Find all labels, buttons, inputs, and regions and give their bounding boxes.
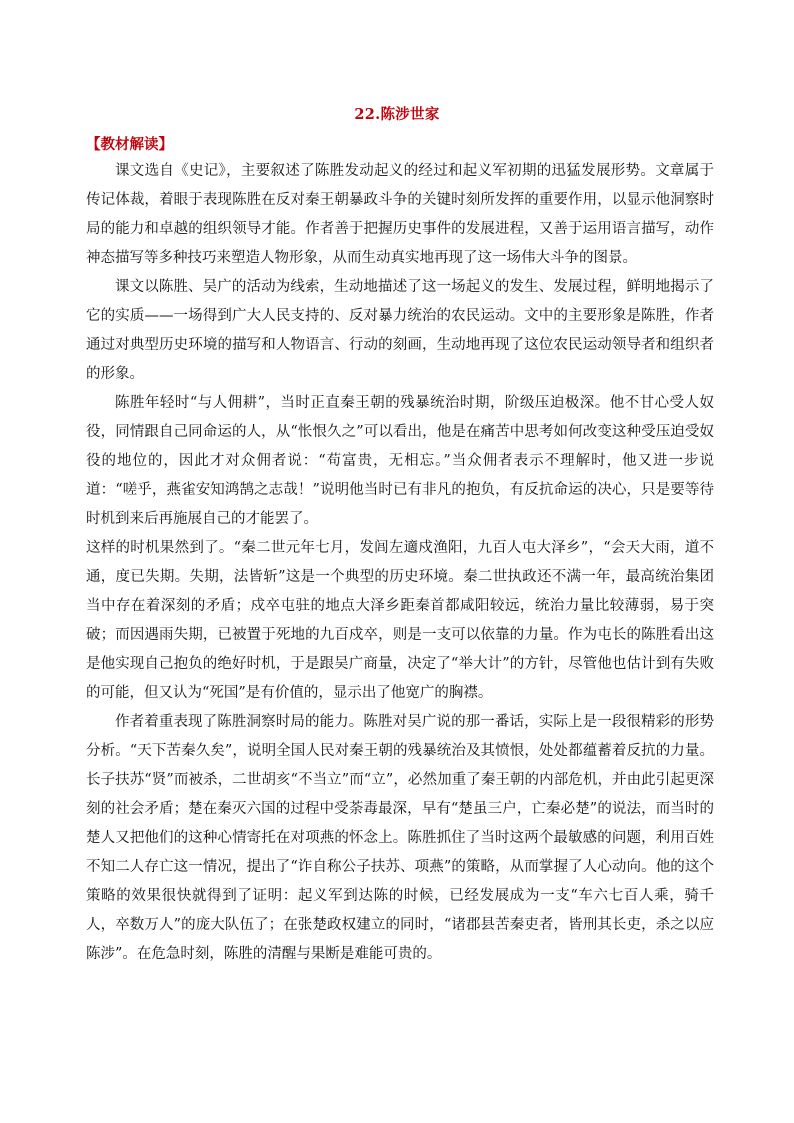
- paragraph: 陈胜年轻时“与人佣耕”，当时正直秦王朝的残暴统治时期，阶级压迫极深。他不甘心受人奴役，同情跟自己同命运的人，从“怅恨久之”可以看出，他是在痛苦中思考如何改变这种受压迫受奴役的地位的，因此才对众佣者说：“苟富贵，无相忘。”当众佣者表示不理解时，他又进一步说道：“嗟乎，燕雀安知鸿鹄之志哉！”说明他当时已有非凡的抱负，有反抗命运的决心，只是要等待时机到来后再施展自己的才能罢了。: [86, 395, 714, 527]
- paragraph: 课文以陈胜、吴广的活动为线索，生动地描述了这一场起义的发生、发展过程，鲜明地揭示了它的实质——一场得到广大人民支持的、反对暴力统治的农民运动。文中的主要形象是陈胜，作者通过对典型历史环境的描写和人物语言、行动的刻画，生动地再现了这位农民运动领导者和组织者的形象。: [86, 279, 714, 382]
- paragraph: 课文选自《史记》，主要叙述了陈胜发动起义的经过和起义军初期的迅猛发展形势。文章属于传记体裁，着眼于表现陈胜在反对秦王朝暴政斗争的关键时刻所发挥的重要作用，以显示他洞察时局的能力和卓越的组织领导才能。作者善于把握历史事件的发展进程，又善于运用语言描写，动作神态描写等多种技巧来塑造人物形象，从而生动真实地再现了这一场伟大斗争的图景。: [86, 163, 714, 266]
- paragraph: 这样的时机果然到了。“秦二世元年七月，发闾左適戍渔阳，九百人屯大泽乡”，“会天大雨，道不通，度已失期。失期，法皆斩”这是一个典型的历史环境。秦二世执政还不满一年，最高统治集团当中存在着深刻的矛盾；戍卒屯驻的地点大泽乡距秦首都咸阳较远，统治力量比较薄弱，易于突破；而因遇雨失期，已被置于死地的九百戍卒，则是一支可以依靠的力量。作为屯长的陈胜看出这是他实现自己抱负的绝好时机，于是跟吴广商量，决定了“举大计”的方针，尽管他也估计到有失败的可能，但又认为“死国”是有价值的，显示出了他宽广的胸襟。: [86, 540, 714, 701]
- section-label: 【教材解读】: [86, 136, 173, 153]
- paragraph: 作者着重表现了陈胜洞察时局的能力。陈胜对吴广说的那一番话，实际上是一段很精彩的形势分析。“天下苦秦久矣”，说明全国人民对秦王朝的残暴统治及其愤恨，处处都蕴蓄着反抗的力量。长子扶苏“贤”而被杀，二世胡亥“不当立”而“立”，必然加重了秦王朝的内部危机，并由此引起更深刻的社会矛盾；楚在秦灭六国的过程中受荼毒最深，早有“楚虽三户，亡秦必楚”的说法，而当时的楚人又把他们的这种心情寄托在对项燕的怀念上。陈胜抓住了当时这两个最敏感的问题，利用百姓不知二人存亡这一情况，提出了“诈自称公子扶苏、项燕”的策略，从而掌握了人心动向。他的这个策略的效果很快就得到了证明：起义军到达陈的时候，已经发展成为一支“车六七百人乘，骑千人，卒数万人”的庞大队伍了；在张楚政权建立的同时，“诸郡县苦秦吏者，皆刑其长吏，杀之以应陈涉”。在危急时刻，陈胜的清醒与果断是难能可贵的。: [86, 714, 714, 962]
- article-body: [86, 157, 714, 969]
- page-title: 22.陈涉世家: [354, 106, 440, 123]
